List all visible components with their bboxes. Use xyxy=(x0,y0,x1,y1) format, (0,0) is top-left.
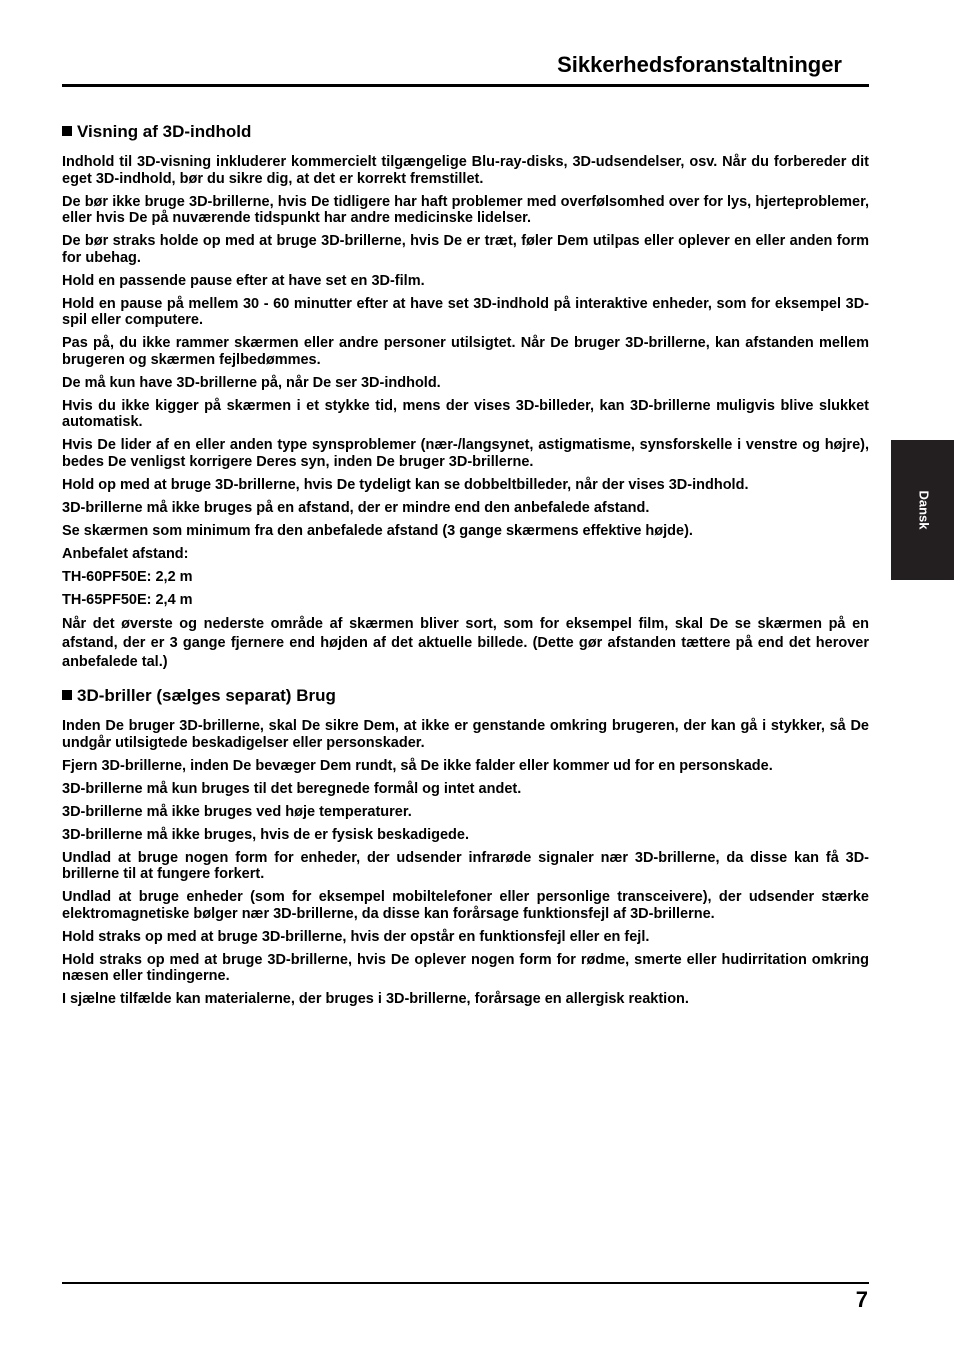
paragraph: Fjern 3D-brillerne, inden De bevæger Dem rundt, så De ikke falder eller kommer ud for en personskade. xyxy=(62,757,773,774)
recommended-distance-60: TH-60PF50E: 2,2 m xyxy=(62,568,193,585)
paragraph: I sjælne tilfælde kan materialerne, der bruges i 3D-brillerne, forårsage en allergisk reaktion. xyxy=(62,991,689,1007)
paragraph: 3D-brillerne må ikke bruges, hvis de er fysisk beskadigede. xyxy=(62,826,469,843)
section-heading xyxy=(62,122,869,142)
paragraph: De bør straks holde op med at bruge 3D-brillerne, hvis De er træt, føler Dem utilpas eller oplever en eller anden form for ubehag. xyxy=(62,233,869,266)
paragraph: Hold op med at bruge 3D-brillerne, hvis De tydeligt kan se dobbeltbilleder, når der vises 3D-indhold. xyxy=(62,476,749,493)
language-tab xyxy=(891,440,954,580)
language-tab-label: Dansk xyxy=(916,490,932,530)
paragraph: 3D-brillerne må kun bruges til det beregnede formål og intet andet. xyxy=(62,780,522,797)
paragraph: Undlad at bruge enheder (som for eksempel mobiltelefoner eller personlige transceivere), der udsender stærke elektromagnetiske bølger nær 3D-brillerne, da disse kan forårsage funktionsfejl af 3D-brillerne. xyxy=(62,889,869,922)
section-heading-text: Visning af 3D-indhold xyxy=(77,122,252,141)
paragraph: Hold en pause på mellem 30 - 60 minutter efter at have set 3D-indhold på interaktive enheder, som for eksempel 3D-spil eller computere. xyxy=(62,295,869,328)
paragraph: Hvis du ikke kigger på skærmen i et stykke tid, mens der vises 3D-billeder, kan 3D-brillerne muligvis blive slukket automatisk. xyxy=(62,397,869,430)
recommended-distance-label: Anbefalet afstand: xyxy=(62,545,189,562)
paragraph: Pas på, du ikke rammer skærmen eller andre personer utilsigtet. Når De bruger 3D-brillerne, kan afstanden mellem brugeren og skærmen fejlbedømmes. xyxy=(62,335,869,368)
footer-divider xyxy=(62,1282,869,1284)
paragraph: Hold straks op med at bruge 3D-brillerne, hvis De oplever nogen form for rødme, smerte eller hudirritation omkring næsen eller tindingerne. xyxy=(62,951,869,984)
page-title: Sikkerhedsforanstaltninger xyxy=(557,52,842,77)
paragraph: Inden De bruger 3D-brillerne, skal De sikre Dem, at ikke er genstande omkring brugeren, der kan gå i stykker, så De undgår utilsigtede beskadigelser eller personskader. xyxy=(62,718,869,751)
square-bullet-icon xyxy=(62,690,72,700)
section-3d-glasses-usage xyxy=(62,686,869,1014)
paragraph: Når det øverste og nederste område af skærmen bliver sort, som for eksempel film, skal De se skærmen på en afstand, der er 3 gange fjernere end højden af det aktuelle billede. (Dette gør afstanden tættere på end det herover anbefalede tal.) xyxy=(62,615,869,670)
section-heading xyxy=(62,686,869,706)
header-divider xyxy=(62,84,869,87)
paragraph: 3D-brillerne må ikke bruges ved høje temperaturer. xyxy=(62,803,412,820)
paragraph: De bør ikke bruge 3D-brillerne, hvis De tidligere har haft problemer med overfølsomhed over for lys, hjerteproblemer, eller hvis De på nuværende tidspunkt har andre medicinske lidelser. xyxy=(62,193,869,226)
section-3d-viewing xyxy=(62,122,869,678)
paragraph: De må kun have 3D-brillerne på, når De ser 3D-indhold. xyxy=(62,374,441,391)
recommended-distance-65: TH-65PF50E: 2,4 m xyxy=(62,591,193,608)
paragraph: Undlad at bruge nogen form for enheder, der udsender infrarøde signaler nær 3D-brillerne, da disse kan få 3D-brillerne til at fungere forkert. xyxy=(62,849,869,882)
section-heading-text: 3D-briller (sælges separat) Brug xyxy=(77,686,336,705)
paragraph: Se skærmen som minimum fra den anbefalede afstand (3 gange skærmens effektive højde). xyxy=(62,522,693,539)
paragraph: Hold en passende pause efter at have set en 3D-film. xyxy=(62,272,425,289)
paragraph: Indhold til 3D-visning inkluderer kommercielt tilgængelige Blu-ray-disks, 3D-udsendelser, osv. Når du forbereder dit eget 3D-indhold, bør du sikre dig, at det er korrekt fremstillet. xyxy=(62,154,869,187)
square-bullet-icon xyxy=(62,126,72,136)
paragraph: 3D-brillerne må ikke bruges på en afstand, der er mindre end den anbefalede afstand. xyxy=(62,499,650,516)
paragraph: Hvis De lider af en eller anden type synsproblemer (nær-/langsynet, astigmatisme, synsforskelle i venstre og højre), bedes De venligst korrigere Deres syn, inden De bruger 3D-brillerne. xyxy=(62,437,869,470)
page-number: 7 xyxy=(855,1287,868,1312)
paragraph: Hold straks op med at bruge 3D-brillerne, hvis der opstår en funktionsfejl eller en fejl. xyxy=(62,928,650,945)
